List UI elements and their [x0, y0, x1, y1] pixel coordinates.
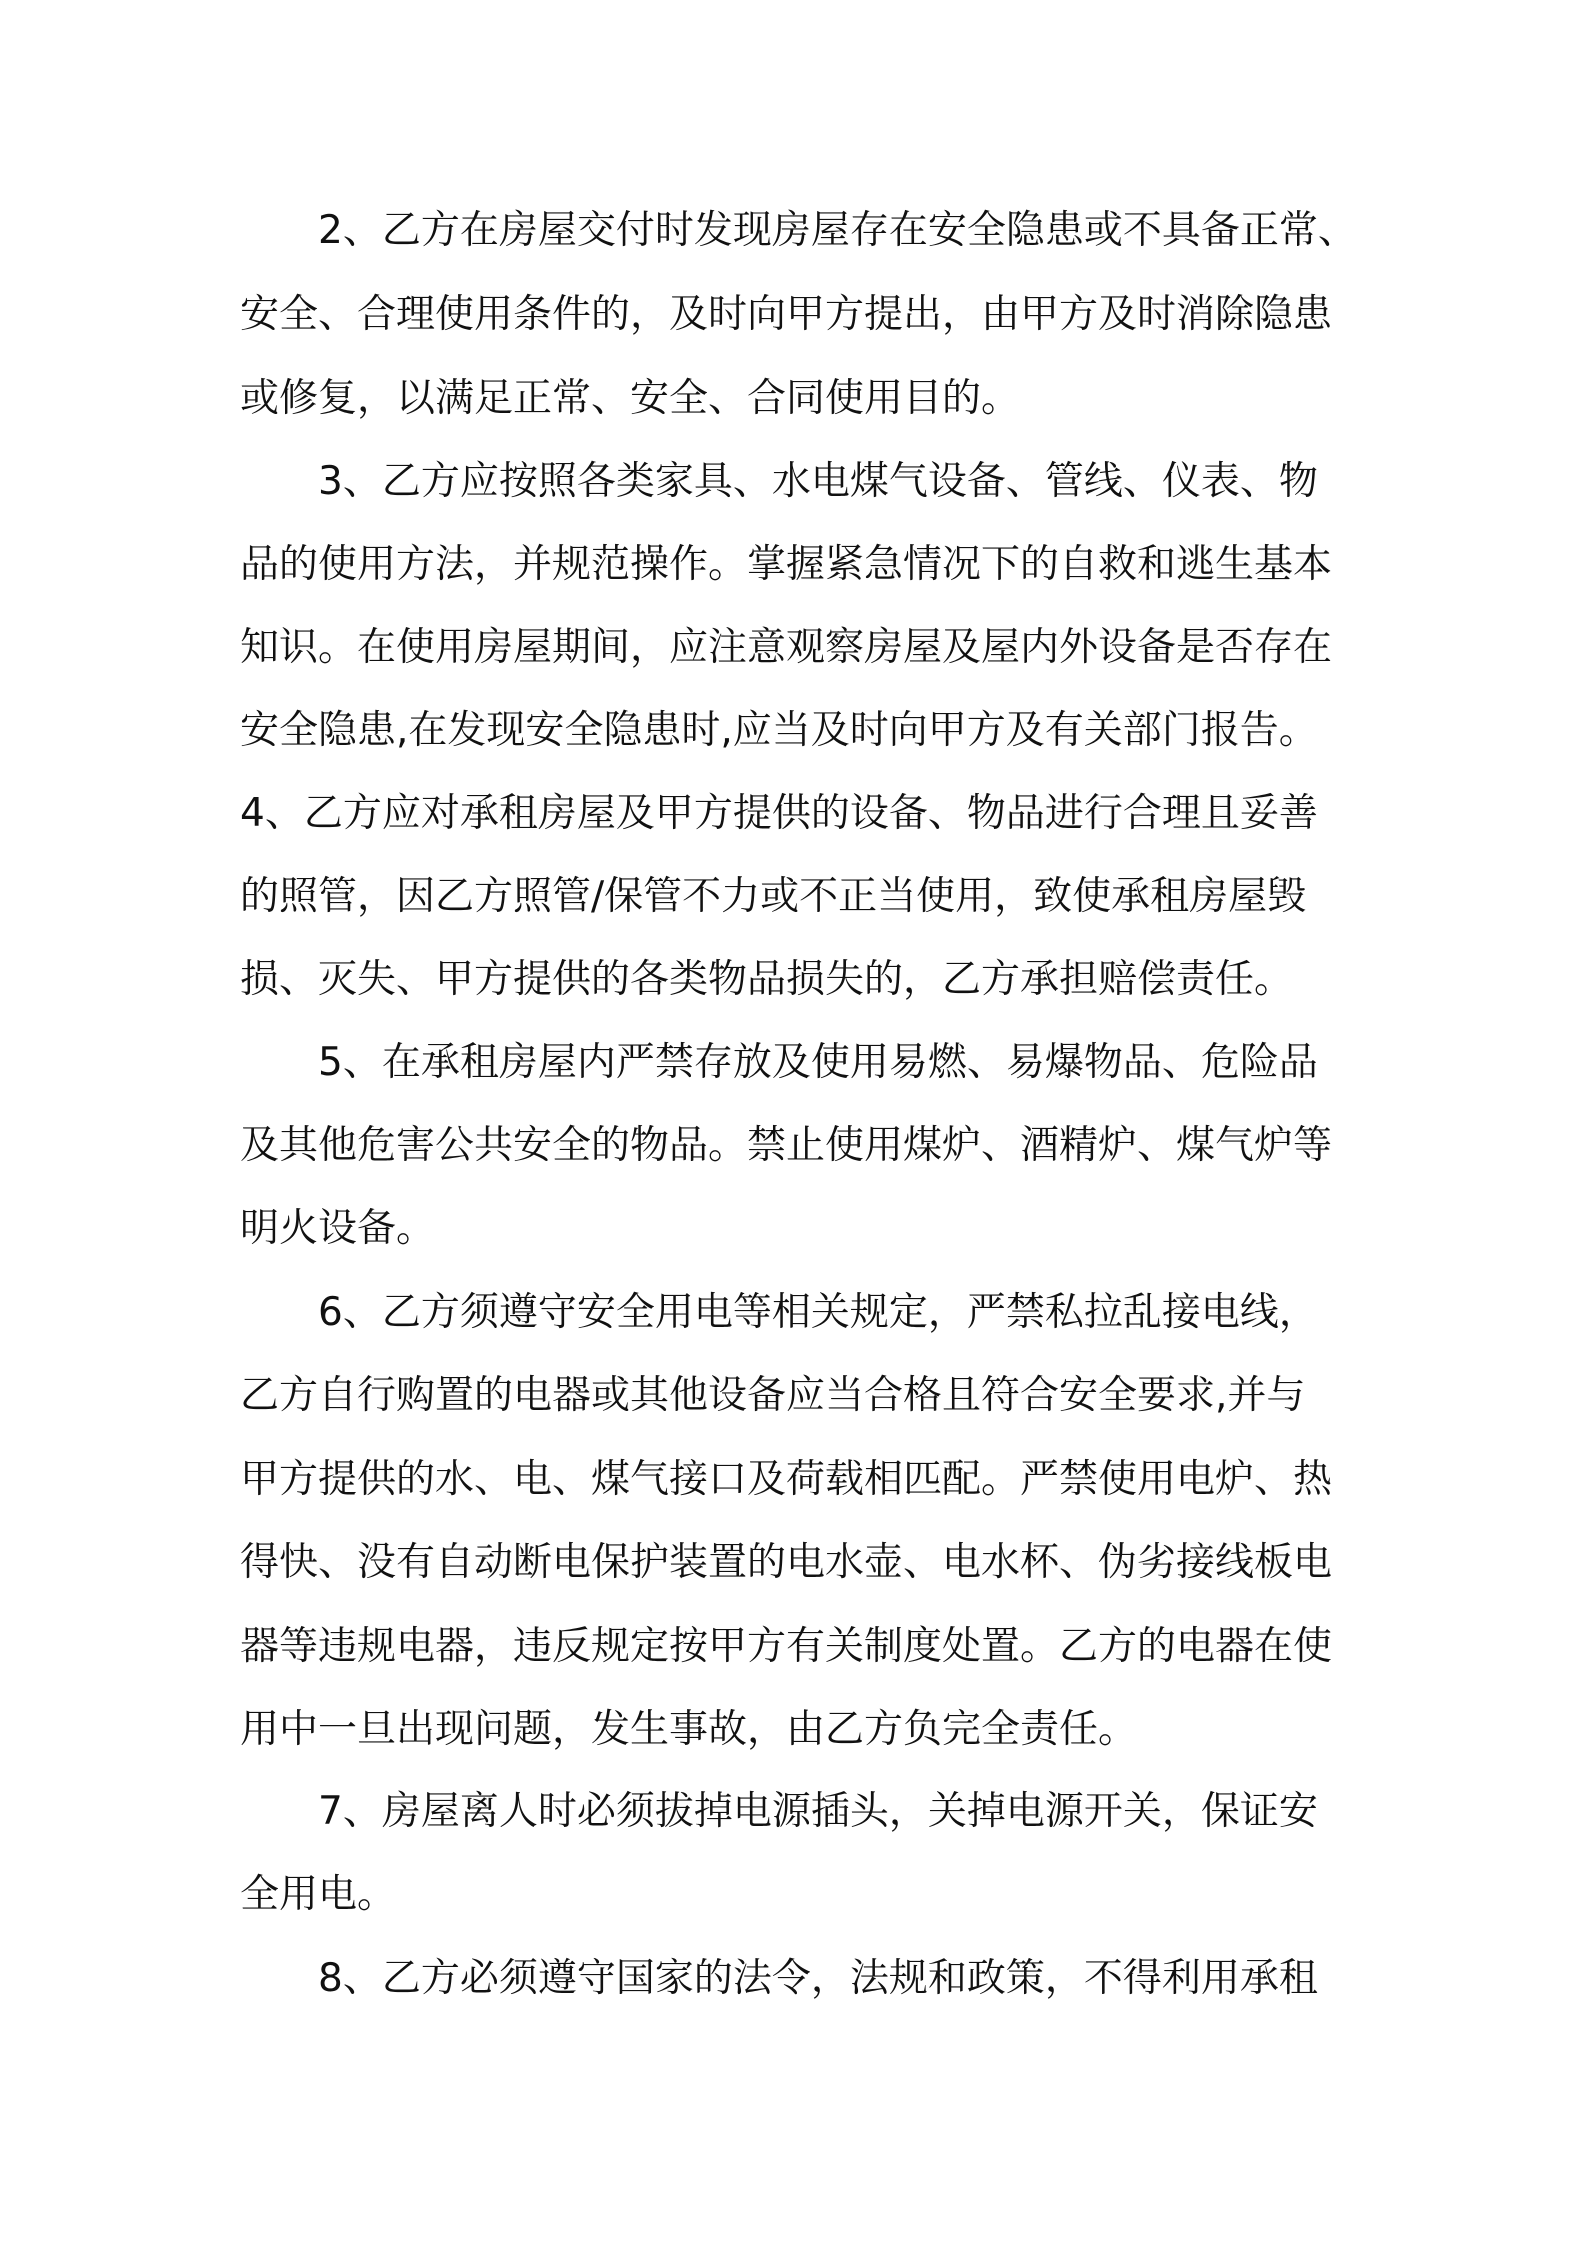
text-line: 6、乙方须遵守安全用电等相关规定，严禁私拉乱接电线，	[318, 1290, 1318, 1335]
text-line: 甲方提供的水、电、煤气接口及荷载相匹配。严禁使用电炉、热	[240, 1457, 1333, 1502]
text-line: 4、乙方应对承租房屋及甲方提供的设备、物品进行合理且妥善	[240, 791, 1318, 836]
text-line: 知识。在使用房屋期间，应注意观察房屋及屋内外设备是否存在	[240, 625, 1333, 670]
text-line: 3、乙方应按照各类家具、水电煤气设备、管线、仪表、物	[318, 459, 1318, 504]
text-line: 器等违规电器，违反规定按甲方有关制度处置。乙方的电器在使	[240, 1624, 1333, 1669]
text-line: 或修复，以满足正常、安全、合同使用目的。	[240, 376, 1021, 421]
text-line: 安全、合理使用条件的，及时向甲方提出，由甲方及时消除隐患	[240, 292, 1333, 337]
text-line: 损、灭失、甲方提供的各类物品损失的，乙方承担赔偿责任。	[240, 957, 1294, 1002]
text-line: 的照管，因乙方照管/保管不力或不正当使用，致使承租房屋毁	[240, 874, 1307, 919]
text-line: 得快、没有自动断电保护装置的电水壶、电水杯、伪劣接线板电	[240, 1540, 1333, 1585]
text-line: 乙方自行购置的电器或其他设备应当合格且符合安全要求,并与	[240, 1373, 1306, 1418]
text-line: 安全隐患,在发现安全隐患时,应当及时向甲方及有关部门报告。	[240, 708, 1318, 753]
text-line: 品的使用方法，并规范操作。掌握紧急情况下的自救和逃生基本	[240, 542, 1333, 587]
text-line: 8、乙方必须遵守国家的法令，法规和政策，不得利用承租	[318, 1956, 1318, 2001]
text-line: 明火设备。	[240, 1206, 436, 1251]
text-line: 及其他危害公共安全的物品。禁止使用煤炉、酒精炉、煤气炉等	[240, 1123, 1333, 1168]
text-line: 用中一旦出现问题，发生事故，由乙方负完全责任。	[240, 1707, 1138, 1752]
text-line: 全用电。	[240, 1872, 397, 1917]
text-line: 2、乙方在房屋交付时发现房屋存在安全隐患或不具备正常、	[318, 208, 1357, 253]
text-line: 5、在承租房屋内严禁存放及使用易燃、易爆物品、危险品	[318, 1040, 1318, 1085]
text-line: 7、房屋离人时必须拔掉电源插头，关掉电源开关，保证安	[318, 1789, 1318, 1834]
